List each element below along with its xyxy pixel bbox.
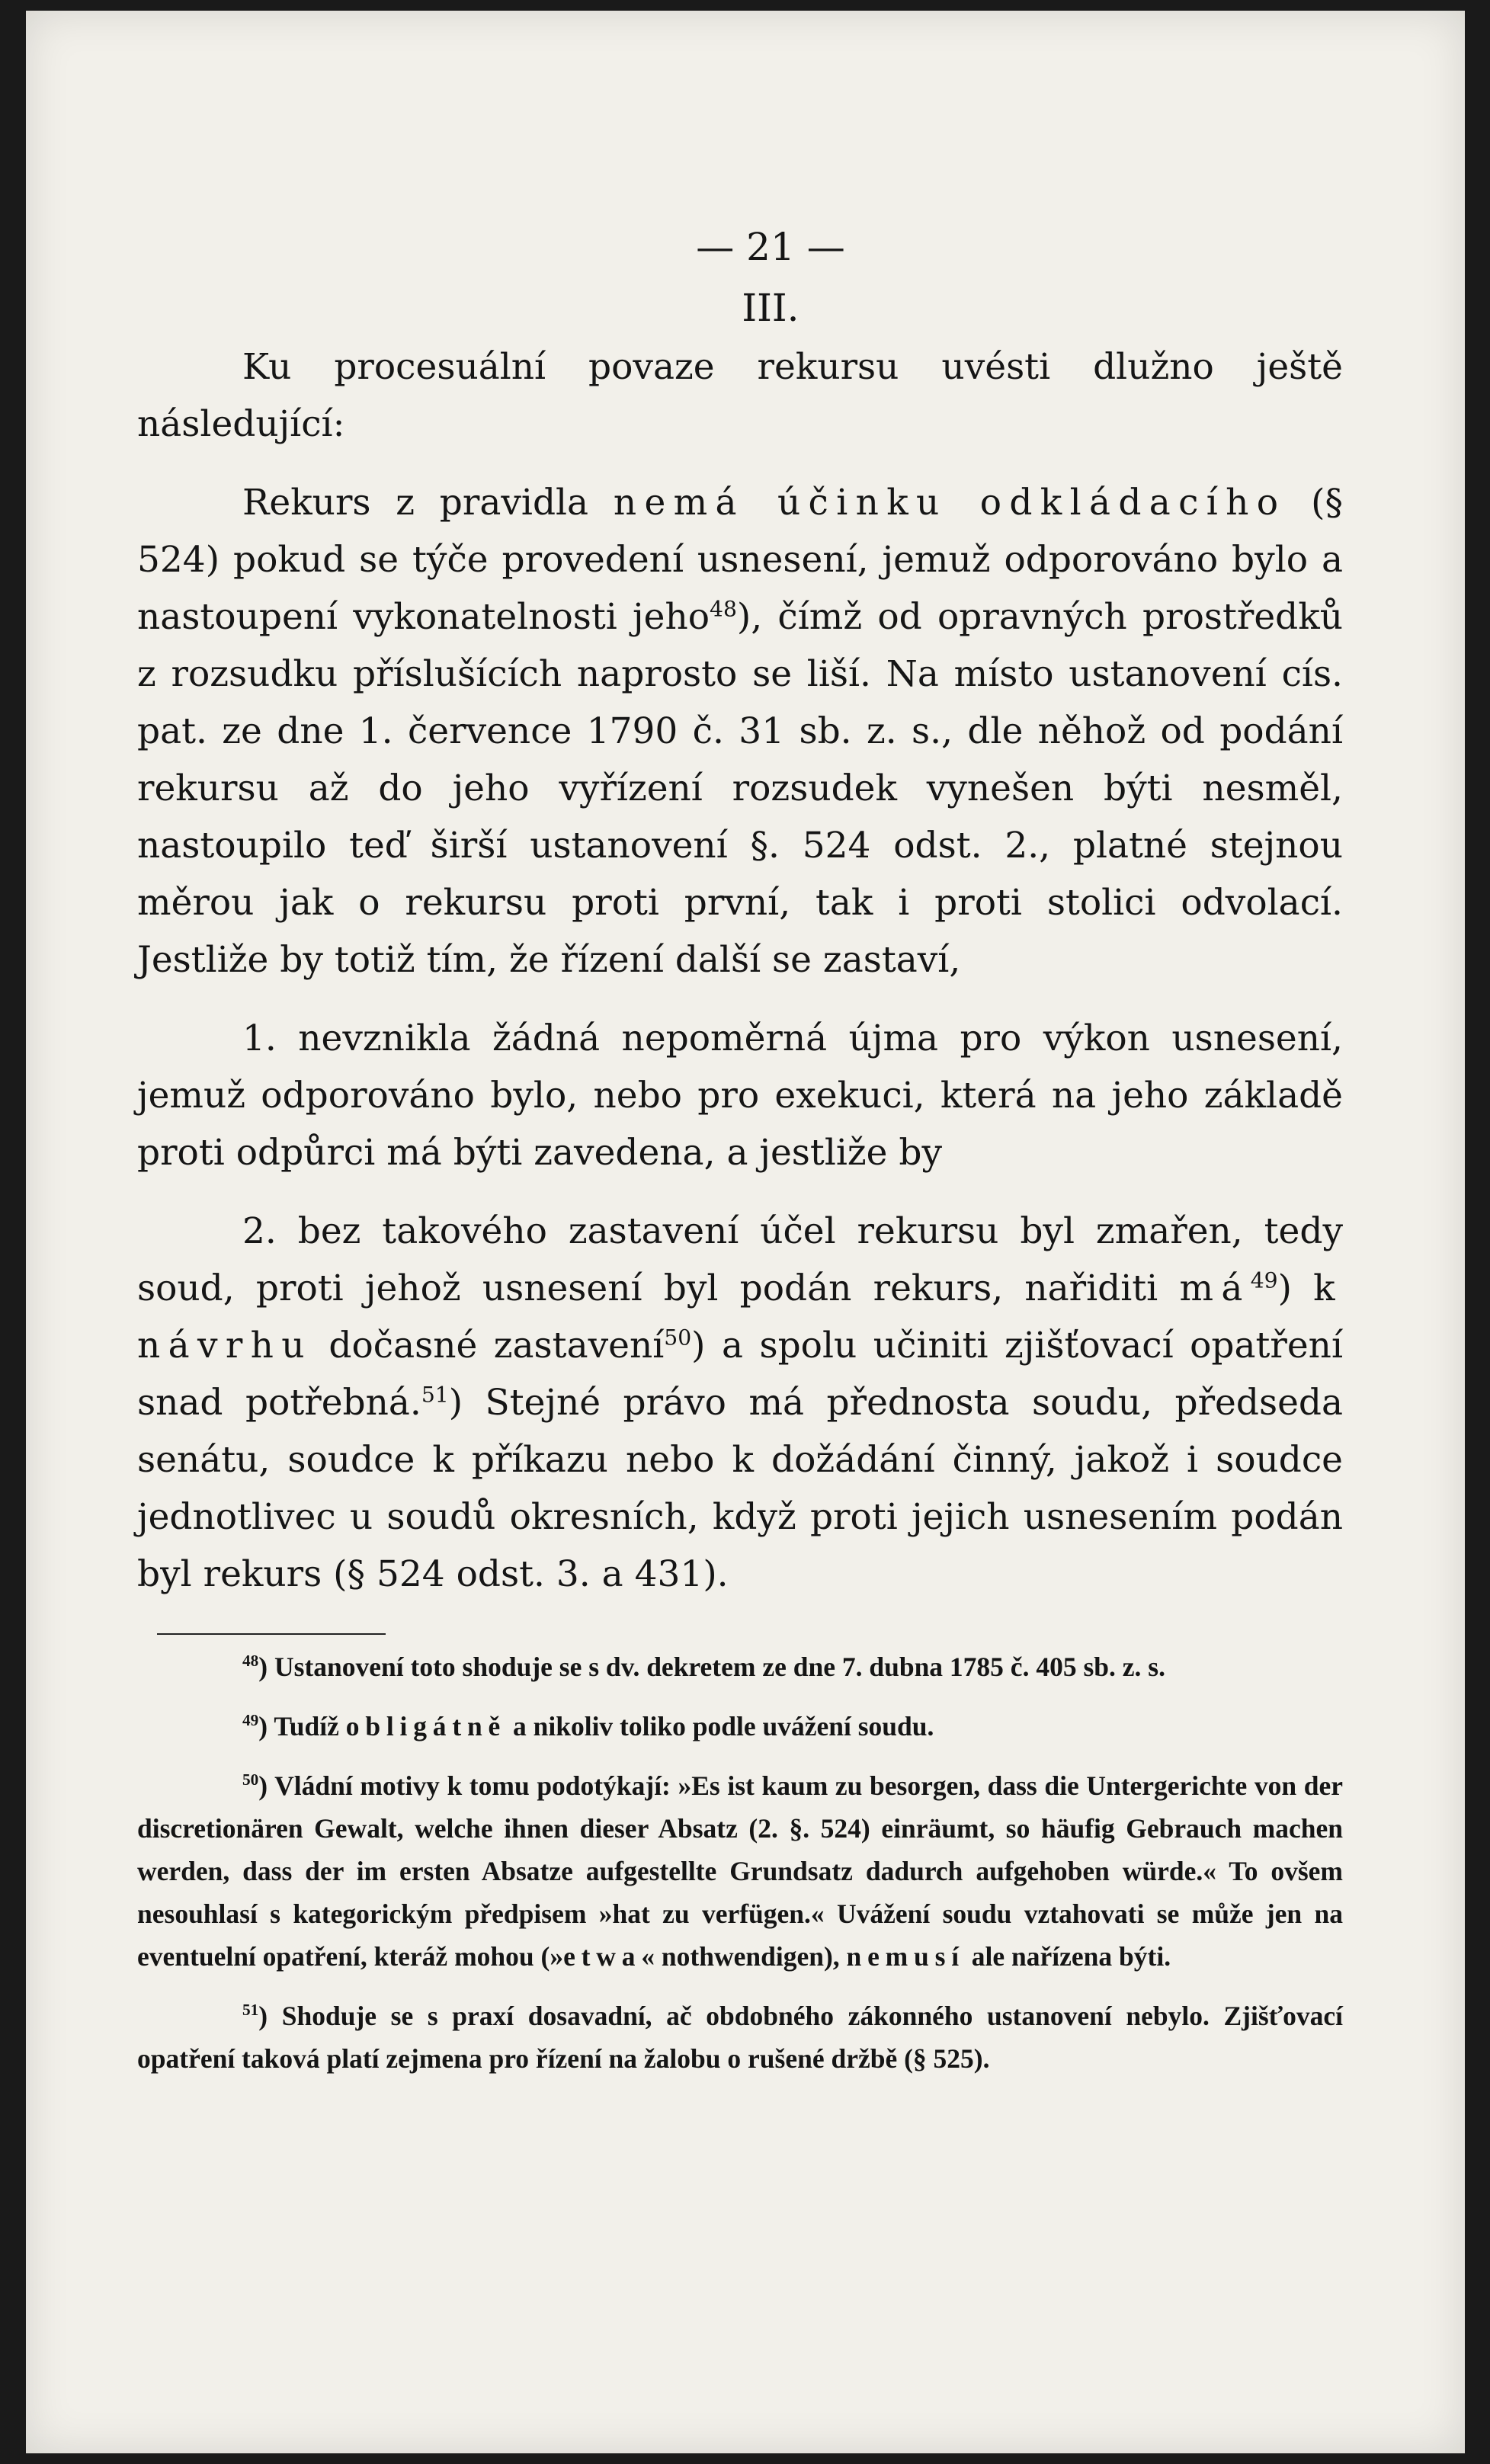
footnote-ref-51: 51	[421, 1382, 449, 1408]
page-number: — 21 —	[696, 225, 845, 269]
footnote-49	[137, 1705, 1343, 1748]
intro-paragraph: Ku procesuální povaze rekursu uvésti dlužno ještě následující:	[137, 346, 1343, 445]
spaced-emphasis: nemusí	[846, 1941, 965, 1972]
footnote-mark: 49	[242, 1711, 259, 1730]
paren: )	[1277, 1267, 1292, 1309]
footnote-text: ) Ustanovení toto shoduje se s dv. dekretem ze dne 7. dubna 1785 č. 405 sb. z. s.	[258, 1652, 1165, 1682]
spaced-emphasis: k návrhu	[137, 1267, 1343, 1367]
item-1: 1. nevznikla žádná nepoměrná újma pro výkon usnesení, jemuž odporováno bylo, nebo pro exekuci, která na jeho základě proti odpůrci má býti zavedena, a jestliže by	[137, 1017, 1343, 1174]
footnote-50	[137, 1764, 1343, 1978]
footnote-text: ) Vládní motivy k tomu podotýkají: »Es ist kaum zu besorgen, dass die Untergerichte von der discretionären Gewalt, welche ihnen dieser Absatz (2. §. 524) einräumt, so häufig Gebrauch machen werden, dass der im ersten Absatze aufgestellte Grundsatz dadurch aufgehoben würde.« To ovšem nesouhlasí s kategorickým předpisem »hat zu verfügen.« Uvážení soudu vztahovati se může jen na eventuelní opatření, kteráž mohou (»	[137, 1770, 1343, 1972]
spaced-emphasis: etwa	[563, 1941, 642, 1972]
spaced-emphasis: obligátně	[345, 1711, 507, 1741]
footnote-text: ) Shoduje se s praxí dosavadní, ač obdobného zákonného ustanovení nebylo. Zjišťovací opatření taková platí zejmena pro řízení na žalobu o rušené držbě (§ 525).	[137, 2001, 1343, 2074]
paragraph-rekurs-rest: ), čímž od opravných prostředků z rozsudku příslušících naprosto se liší. Na místo ustanovení cís. pat. ze dne 1. července 1790 č. 31 sb. z. s., dle něhož od podání rekursu až do jeho vyřízení rozsudek vynešen býti nesměl, nastoupilo teď širší ustanovení §. 524 odst. 2., platné stejnou měrou jak o rekursu proti první, tak i proti stolici odvolací. Jestliže by totiž tím, že řízení další se zastaví,	[137, 596, 1343, 981]
item-2-text: ) a spolu učiniti zjišťovací opatření snad potřebná.	[137, 1325, 1343, 1424]
footnote-text: « nothwendigen),	[641, 1941, 840, 1972]
footnote-51	[137, 1995, 1343, 2080]
spaced-emphasis: nemá účinku odkládacího	[613, 482, 1287, 524]
footnote-ref-48: 48	[710, 596, 737, 622]
paragraph-rekurs	[137, 474, 1343, 988]
footnote-ref-50: 50	[664, 1325, 692, 1351]
footnote-mark: 50	[242, 1770, 259, 1790]
footnote-divider	[157, 1633, 386, 1635]
section-heading: III.	[742, 286, 799, 330]
footnote-text: a nikoliv toliko podle uvážení soudu.	[512, 1711, 934, 1741]
book-page	[26, 11, 1465, 2453]
paragraph-rekurs-text: (§ 524) pokud se týče provedení usnesení, jemuž odporováno bylo a nastoupení vykonatelnosti jeho	[137, 482, 1343, 638]
item-2-lead: 2. bez takového zastavení účel rekursu byl zmařen, tedy soud, proti jehož usnesení byl podán rekurs, nařiditi	[137, 1210, 1343, 1309]
footnote-ref-49: 49	[1250, 1267, 1278, 1293]
item-2	[137, 1203, 1343, 1603]
page-content	[137, 216, 1343, 2097]
item-2-rest: ) Stejné právo má přednosta soudu, předseda senátu, soudce k příkazu nebo k dožádání činný, jakož i soudce jednotlivec u soudů okresních, když proti jejich usnesením podán byl rekurs (§ 524 odst. 3. a 431).	[137, 1382, 1343, 1595]
footnote-mark: 51	[242, 2001, 259, 2020]
footnote-text: ) Tudíž	[258, 1711, 339, 1741]
paragraph-rekurs-lead: Rekurs z pravidla	[242, 482, 589, 524]
item-2-text: dočasné zastavení	[328, 1325, 665, 1367]
footnote-48	[137, 1645, 1343, 1688]
footnote-mark: 48	[242, 1652, 259, 1671]
footnote-text: ale nařízena býti.	[971, 1941, 1171, 1972]
spaced-emphasis: má	[1179, 1267, 1251, 1309]
